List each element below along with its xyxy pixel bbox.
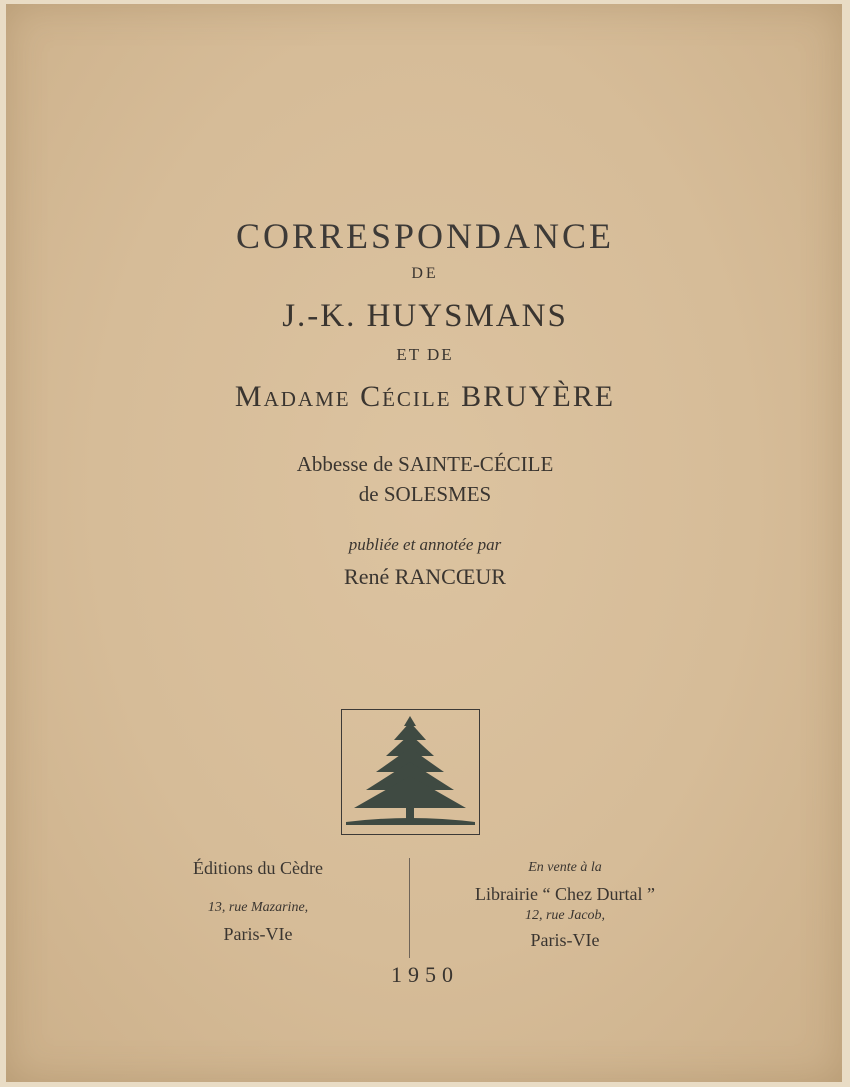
editor-credit: publiée et annotée par (348, 535, 502, 554)
editor-last-name: RANCŒUR (394, 564, 506, 589)
title-author: J.-K. HUYSMANS (282, 298, 568, 334)
subtitle-line-1: Abbesse de SAINTE-CÉCILE (296, 452, 554, 476)
publisher-right-name: Librairie “ Chez Durtal ” (475, 884, 655, 904)
subtitle-line-2: de SOLESMES (358, 482, 492, 506)
publisher-left-city: Paris-VIe (223, 924, 293, 944)
title-recipient-name: BRUYÈRE (461, 380, 616, 413)
divider-line (409, 858, 410, 958)
title-recipient (0, 380, 850, 414)
publisher-right-city: Paris-VIe (530, 930, 600, 950)
editor-first-name: René (344, 564, 390, 589)
publisher-right-intro: En vente à la (528, 860, 602, 875)
title-line-1: CORRESPONDANCE (235, 216, 615, 256)
publisher-left-name-text: Éditions du Cèdre (193, 858, 323, 878)
title-line-4: ET DE (396, 345, 454, 364)
editor-name (0, 564, 850, 590)
publication-year: 1950 (391, 962, 459, 987)
cedar-tree-icon (341, 709, 480, 835)
publisher-right-block (440, 860, 690, 951)
publisher-right-address: 12, rue Jacob, (524, 908, 606, 923)
publisher-left-block (170, 858, 346, 945)
title-recipient-prefix: Madame Cécile (234, 380, 452, 413)
publisher-left-address: 13, rue Mazarine, (207, 900, 309, 915)
title-line-2: DE (411, 265, 439, 282)
